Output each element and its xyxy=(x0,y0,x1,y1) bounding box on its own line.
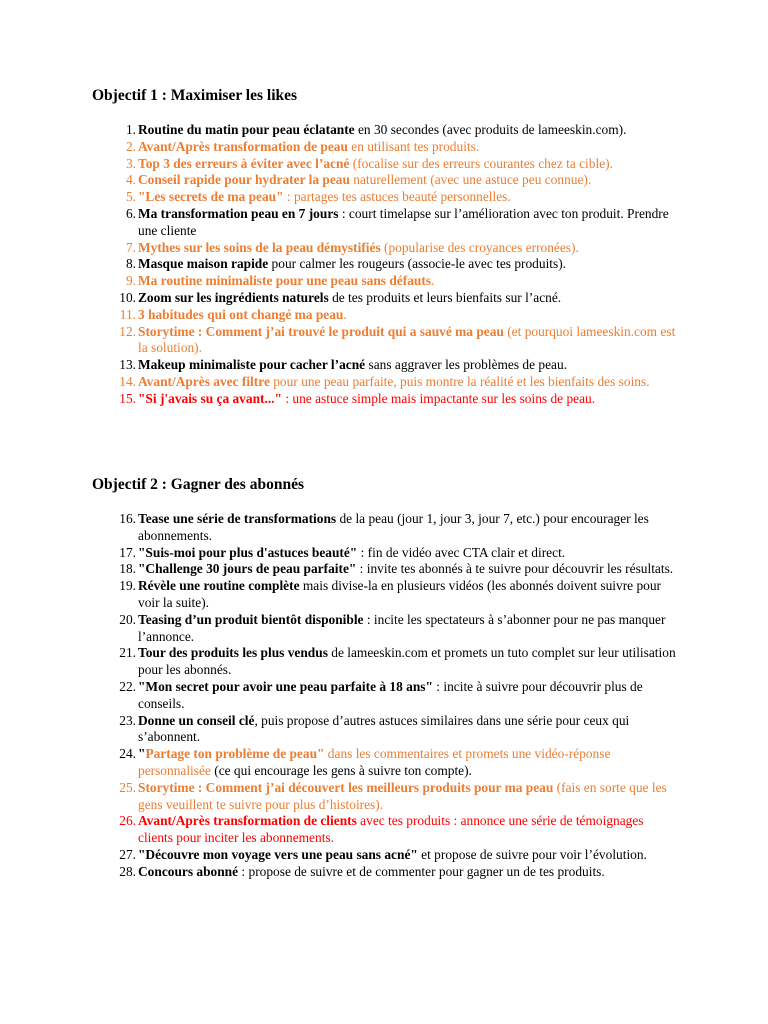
item-detail: . xyxy=(431,273,435,289)
item-title: Avant/Après transformation de peau xyxy=(138,138,348,154)
item-number: 14. xyxy=(119,373,136,389)
item-title: Donne un conseil clé xyxy=(138,712,255,728)
item-detail: de la peau (jour 1, jour 3, jour 7, etc.) pour encourager les abonnements. xyxy=(138,511,649,543)
list-item xyxy=(0,307,678,324)
item-title: Tease une série de transformations xyxy=(138,511,337,526)
item-detail: mais divise-la en plusieurs vidéos (les abonnés doivent suivre pour voir la suite). xyxy=(138,578,662,610)
item-text xyxy=(138,561,678,578)
item-title: Top 3 des erreurs à éviter avec l’acné xyxy=(138,155,350,171)
item-text xyxy=(138,847,678,864)
item-number: 19. xyxy=(119,578,136,594)
item-text xyxy=(138,645,678,679)
item-text xyxy=(138,256,678,273)
item-text xyxy=(138,206,678,240)
item-text xyxy=(138,864,678,881)
item-detail: : invite tes abonnés à te suivre pour découvrir les résultats. xyxy=(356,561,674,577)
item-detail: : propose de suivre et de commenter pour gagner un de tes produits. xyxy=(238,863,605,879)
item-title: Ma transformation peau en 7 jours xyxy=(138,205,339,221)
item-text xyxy=(138,545,678,562)
item-detail: : court timelapse sur l’amélioration avec ton produit. Prendre une cliente xyxy=(138,205,669,238)
item-text xyxy=(138,511,678,545)
ideas-list-likes xyxy=(0,122,768,408)
list-item xyxy=(0,780,678,814)
item-title: Avant/Après transformation de clients xyxy=(138,813,357,829)
list-item xyxy=(0,847,678,864)
item-detail: (fais en sorte que les gens veuillent te suivre pour plus d’histoires). xyxy=(138,779,667,812)
item-title: Avant/Après avec filtre xyxy=(138,373,270,389)
item-detail: : incite les spectateurs à s’abonner pour ne pas manquer l’annonce. xyxy=(138,611,666,644)
item-number: 17. xyxy=(119,544,136,560)
item-text xyxy=(138,139,678,156)
item-number: 25. xyxy=(119,779,136,795)
item-number: 22. xyxy=(119,678,136,694)
item-title: 3 habitudes qui ont changé ma peau xyxy=(138,306,344,322)
list-item xyxy=(0,391,678,408)
list-item xyxy=(0,679,678,713)
item-number: 9. xyxy=(125,273,136,289)
list-item xyxy=(0,324,678,358)
item-text xyxy=(138,612,678,646)
item-title: "Si j'avais su ça avant..." xyxy=(138,390,282,406)
item-title: "Suis-moi pour plus d'astuces beauté" xyxy=(138,544,358,560)
item-text xyxy=(138,746,678,780)
item-detail: (popularise des croyances erronées). xyxy=(380,239,579,255)
list-item xyxy=(0,511,678,545)
item-text xyxy=(138,172,678,189)
item-detail: (et pourquoi lameeskin.com est la solution). xyxy=(138,323,676,356)
item-detail: . xyxy=(343,306,347,322)
list-item xyxy=(0,240,678,257)
item-text xyxy=(138,713,678,747)
list-item xyxy=(0,645,678,679)
section-heading-abonnes: Objectif 2 : Gagner des abonnés xyxy=(92,476,304,493)
item-detail: : incite à suivre pour découvrir plus de conseils. xyxy=(138,678,643,711)
list-item xyxy=(0,578,678,612)
item-title: Masque maison rapide xyxy=(138,256,269,272)
item-text xyxy=(138,122,678,139)
item-number: 28. xyxy=(119,863,136,879)
list-item xyxy=(0,273,678,290)
list-item xyxy=(0,813,678,847)
item-title: Storytime : Comment j’ai trouvé le produit qui a sauvé ma peau xyxy=(138,323,504,339)
item-number: 15. xyxy=(119,390,136,406)
item-number: 4. xyxy=(125,172,136,188)
item-detail: (ce qui encourage les gens à suivre ton compte). xyxy=(210,762,472,778)
item-title: "Mon secret pour avoir une peau parfaite à 18 ans" xyxy=(138,678,433,694)
item-number: 20. xyxy=(119,611,136,627)
item-lead: " xyxy=(138,746,146,762)
section-heading-likes: Objectif 1 : Maximiser les likes xyxy=(92,87,298,104)
item-text xyxy=(138,240,678,257)
item-text xyxy=(138,307,678,324)
item-detail: en utilisant tes produits. xyxy=(347,138,480,154)
item-number: 16. xyxy=(119,511,136,526)
item-detail: : une astuce simple mais impactante sur les soins de peau. xyxy=(281,390,596,406)
item-detail-highlight: dans les commentaires et promets une vidéo-réponse personnalisée xyxy=(138,746,611,778)
ideas-list-abonnes xyxy=(0,511,768,881)
item-title: Conseil rapide pour hydrater la peau xyxy=(138,172,350,188)
item-title: Mythes sur les soins de la peau démystifiés xyxy=(138,239,381,255)
item-title: "Découvre mon voyage vers une peau sans acné" xyxy=(138,846,418,862)
item-text xyxy=(138,374,678,391)
item-text xyxy=(138,357,678,374)
item-number: 2. xyxy=(125,138,136,154)
item-detail: avec tes produits : annonce une série de témoignages clients pour inciter les abonnements. xyxy=(138,813,644,846)
item-title: Concours abonné xyxy=(138,863,239,879)
item-detail: de tes produits et leurs bienfaits sur l’acné. xyxy=(328,289,562,305)
item-detail: pour calmer les rougeurs (associe-le avec tes produits). xyxy=(268,256,567,272)
item-title: "Les secrets de ma peau" xyxy=(138,189,284,205)
item-detail: pour une peau parfaite, puis montre la réalité et les bienfaits des soins. xyxy=(269,373,650,389)
item-detail: sans aggraver les problèmes de peau. xyxy=(365,357,568,373)
item-title: Makeup minimaliste pour cacher l’acné xyxy=(138,357,366,373)
list-item xyxy=(0,189,678,206)
item-text xyxy=(138,290,678,307)
item-number: 5. xyxy=(125,189,136,205)
item-title: Teasing d’un produit bientôt disponible xyxy=(138,611,364,627)
item-number: 13. xyxy=(119,357,136,373)
item-number: 24. xyxy=(119,746,136,762)
item-title: Zoom sur les ingrédients naturels xyxy=(138,289,329,305)
list-item xyxy=(0,156,678,173)
item-number: 7. xyxy=(125,239,136,255)
list-item xyxy=(0,290,678,307)
list-item xyxy=(0,561,678,578)
list-item xyxy=(0,374,678,391)
item-title: Storytime : Comment j’ai découvert les meilleurs produits pour ma peau xyxy=(138,779,554,795)
item-text xyxy=(138,189,678,206)
item-number: 27. xyxy=(119,846,136,862)
item-detail: : partages tes astuces beauté personnelles. xyxy=(283,189,511,205)
list-item xyxy=(0,545,678,562)
item-number: 26. xyxy=(119,813,136,829)
item-text xyxy=(138,780,678,814)
item-number: 3. xyxy=(125,155,136,171)
item-text xyxy=(138,391,678,408)
item-title: Partage ton problème de peau" xyxy=(145,746,325,762)
item-detail: naturellement (avec une astuce peu connue). xyxy=(349,172,592,188)
list-item xyxy=(0,256,678,273)
item-number: 12. xyxy=(119,323,136,339)
item-title: "Challenge 30 jours de peau parfaite" xyxy=(138,561,357,577)
item-title: Révèle une routine complète xyxy=(138,578,300,594)
item-number: 10. xyxy=(119,289,136,305)
item-number: 1. xyxy=(125,122,136,137)
list-item xyxy=(0,206,678,240)
list-item xyxy=(0,713,678,747)
item-detail: de lameeskin.com et promets un tuto complet sur leur utilisation pour les abonnés. xyxy=(138,645,676,678)
list-item xyxy=(0,357,678,374)
list-item xyxy=(0,122,678,139)
item-detail: et propose de suivre pour voir l’évolution. xyxy=(417,846,647,862)
list-item xyxy=(0,139,678,156)
item-number: 6. xyxy=(125,205,136,221)
item-number: 23. xyxy=(119,712,136,728)
item-number: 11. xyxy=(119,306,136,322)
item-text xyxy=(138,813,678,847)
list-item xyxy=(0,172,678,189)
list-item xyxy=(0,864,678,881)
item-text xyxy=(138,679,678,713)
item-text xyxy=(138,273,678,290)
item-number: 8. xyxy=(125,256,136,272)
item-title: Tour des produits les plus vendus xyxy=(138,645,328,661)
list-item xyxy=(0,612,678,646)
item-detail: en 30 secondes (avec produits de lameeskin.com). xyxy=(354,122,627,137)
item-number: 21. xyxy=(119,645,136,661)
item-text xyxy=(138,324,678,358)
list-item xyxy=(0,746,678,780)
item-detail: , puis propose d’autres astuces similaires dans une série pour ceux qui s’abonnent. xyxy=(138,712,630,745)
item-title: Routine du matin pour peau éclatante xyxy=(138,122,355,137)
item-text xyxy=(138,578,678,612)
item-title: Ma routine minimaliste pour une peau sans défauts xyxy=(138,273,432,289)
item-detail: (focalise sur des erreurs courantes chez ta cible). xyxy=(349,155,613,171)
item-text xyxy=(138,156,678,173)
item-number: 18. xyxy=(119,561,136,577)
item-detail: : fin de vidéo avec CTA clair et direct. xyxy=(357,544,566,560)
